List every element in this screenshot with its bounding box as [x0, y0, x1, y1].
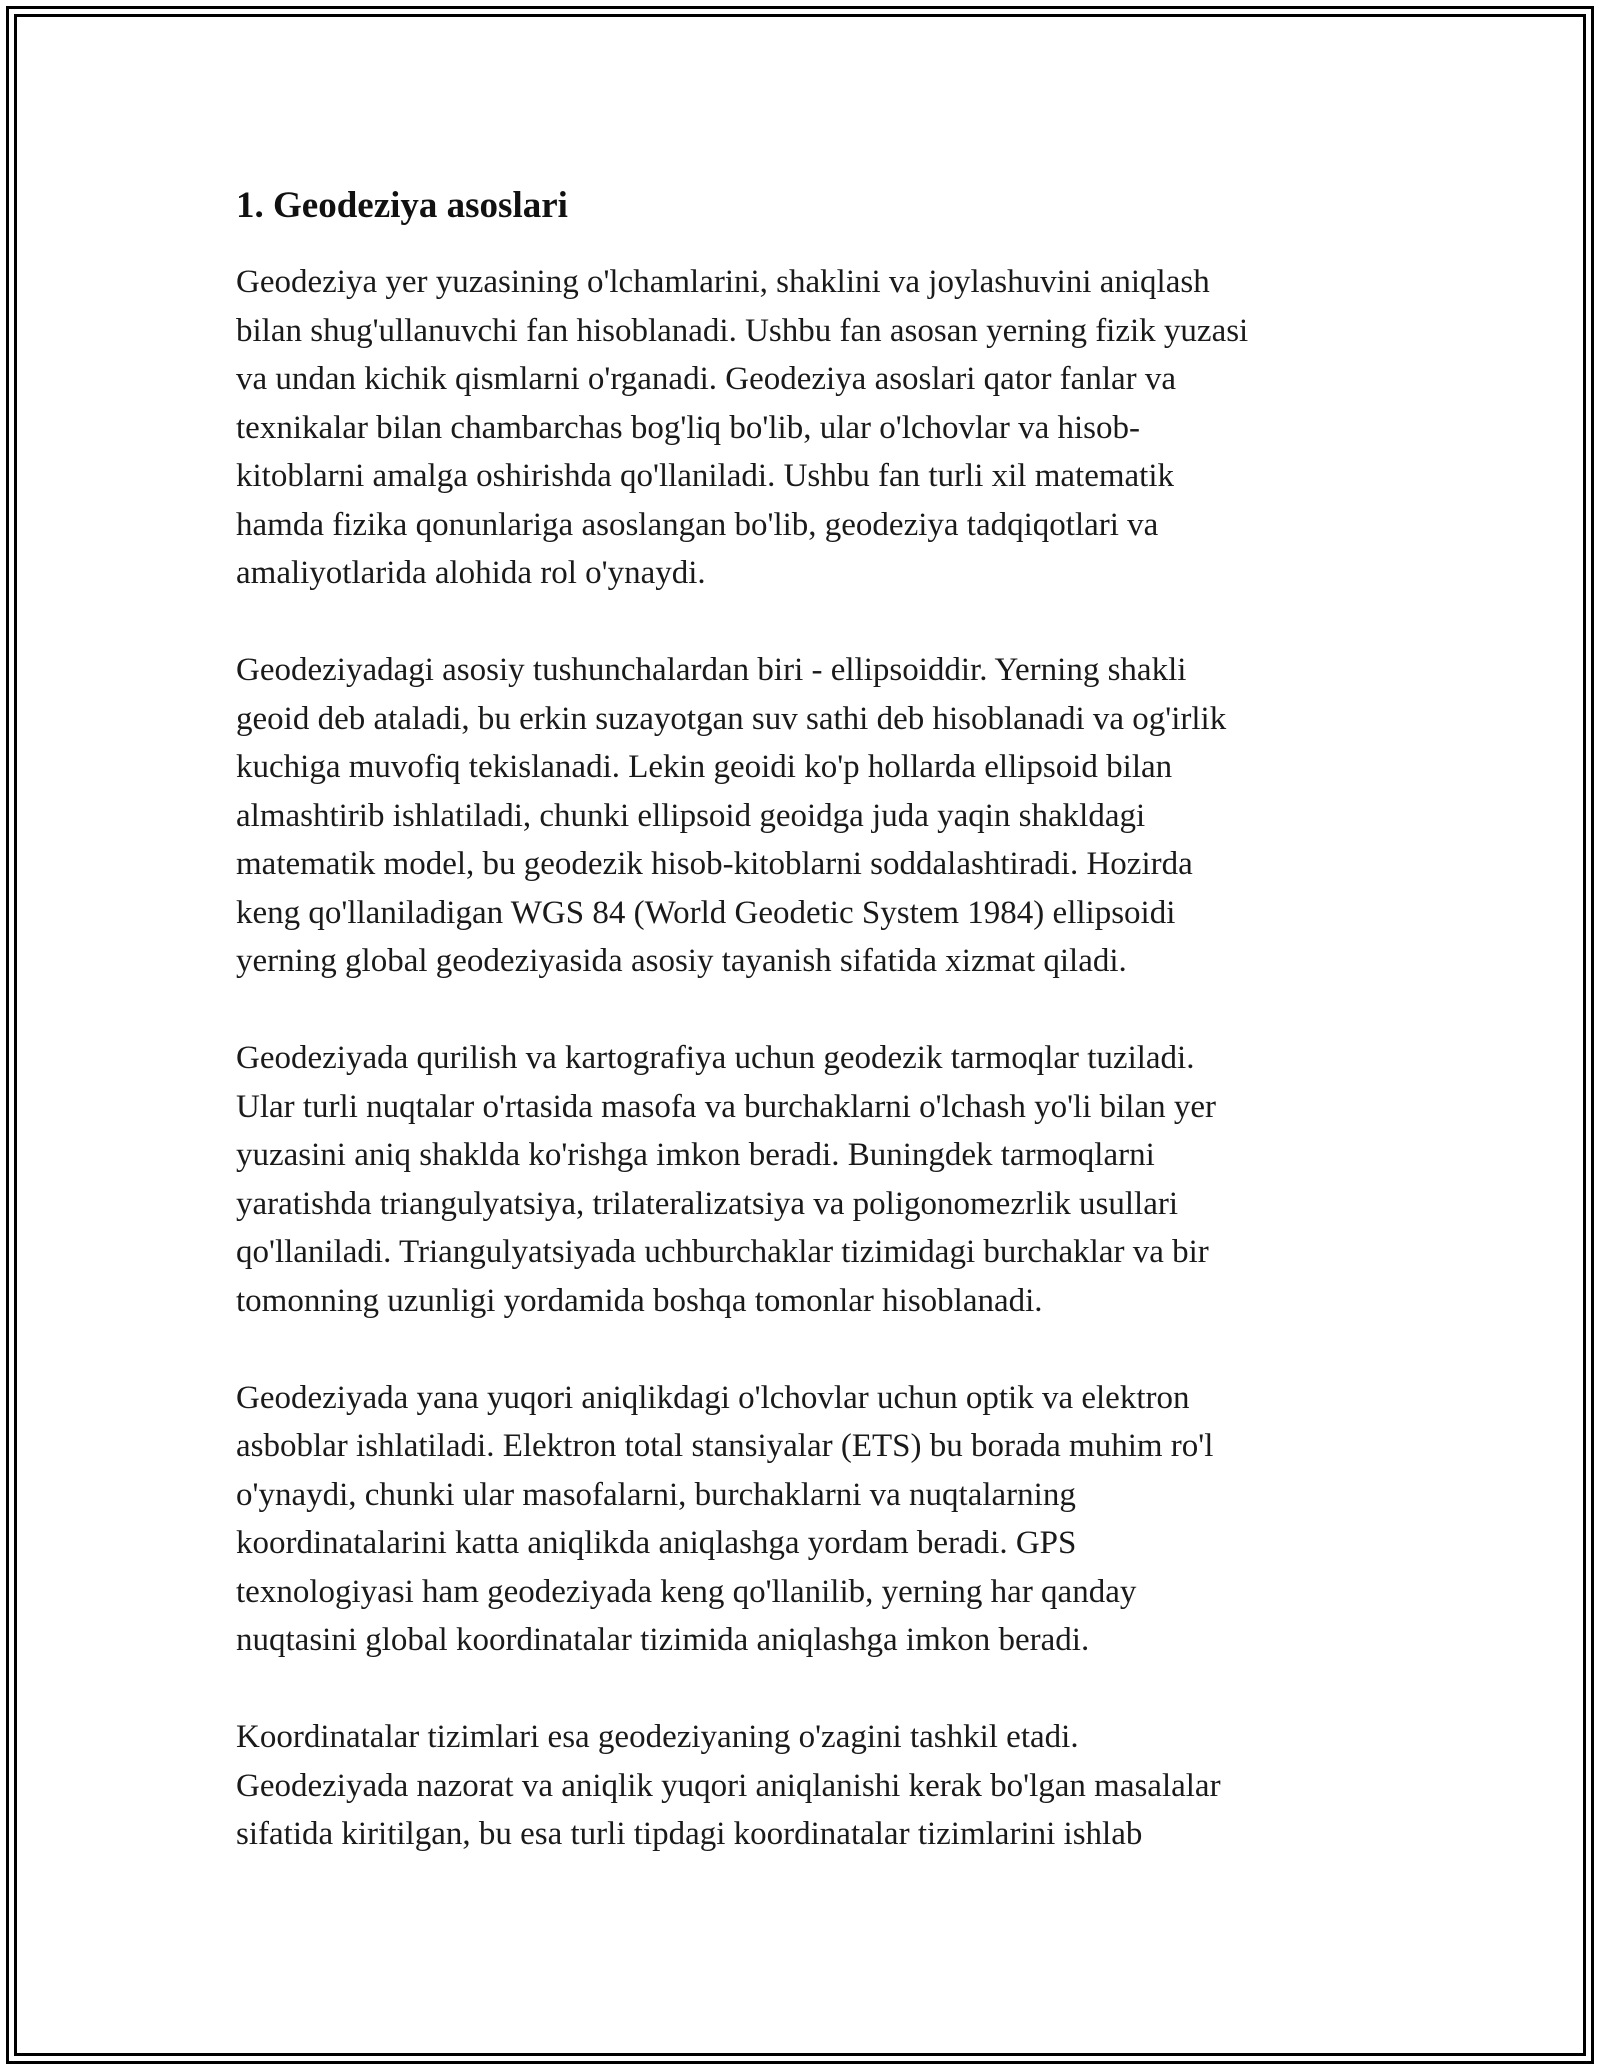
document-body: [236, 184, 1376, 1907]
paragraph-1: Geodeziya yer yuzasining o'lchamlarini, shaklini va joylashuvini aniqlash bilan shug'ullanuvchi fan hisoblanadi. Ushbu fan asosan yerning fizik yuzasi va undan kichik qismlarni o'rganadi. Geodeziya asoslari qator fanlar va texnikalar bilan chambarchas bog'liq bo'lib, ular o'lchovlar va hisob- kitoblarni amalga oshirishda qo'llaniladi. Ushbu fan turli xil matematik hamda fizika qonunlariga asoslangan bo'lib, geodeziya tadqiqotlari va amaliyotlarida alohida rol o'ynaydi.: [236, 264, 1249, 592]
paragraph-2: Geodeziyadagi asosiy tushunchalardan biri - ellipsoiddir. Yerning shakli geoid deb ataladi, bu erkin suzayotgan suv sathi deb hisoblanadi va og'irlik kuchiga muvofiq tekislanadi. Lekin geoidi ko'p hollarda ellipsoid bilan almashtirib ishlatiladi, chunki ellipsoid geoidga juda yaqin shakldagi matematik model, bu geodezik hisob-kitoblarni soddalashtiradi. Hozirda keng qo'llaniladigan WGS 84 (World Geodetic System 1984) ellipsoidi yerning global geodeziyasida asosiy tayanish sifatida xizmat qiladi.: [236, 652, 1227, 980]
paragraph-4: Geodeziyada yana yuqori aniqlikdagi o'lchovlar uchun optik va elektron asboblar ishlatiladi. Elektron total stansiyalar (ETS) bu borada muhim ro'l o'ynaydi, chunki ular masofalarni, burchaklarni va nuqtalarning koordinatalarini katta aniqlikda aniqlashga yordam beradi. GPS texnologiyasi ham geodeziyada keng qo'llanilib, yerning har qanday nuqtasini global koordinatalar tizimida aniqlashga imkon beradi.: [236, 1379, 1214, 1659]
section-title: 1. Geodeziya asoslari: [236, 185, 568, 226]
paragraph-3: Geodeziyada qurilish va kartografiya uchun geodezik tarmoqlar tuziladi. Ular turli nuqtalar o'rtasida masofa va burchaklarni o'lchash yo'li bilan yer yuzasini aniq shaklda ko'rishga imkon beradi. Buningdek tarmoqlarni yaratishda triangulyatsiya, trilateralizatsiya va poligonomezrlik usullari qo'llaniladi. Triangulyatsiyada uchburchaklar tizimidagi burchaklar va bir tomonning uzunligi yordamida boshqa tomonlar hisoblanadi.: [236, 1040, 1217, 1319]
paragraph-5: Koordinatalar tizimlari esa geodeziyaning o'zagini tashkil etadi. Geodeziyada nazorat va aniqlik yuqori aniqlanishi kerak bo'lgan masalalar sifatida kiritilgan, bu esa turli tipdagi koordinatalar tizimlarini ishlab: [236, 1719, 1221, 1853]
